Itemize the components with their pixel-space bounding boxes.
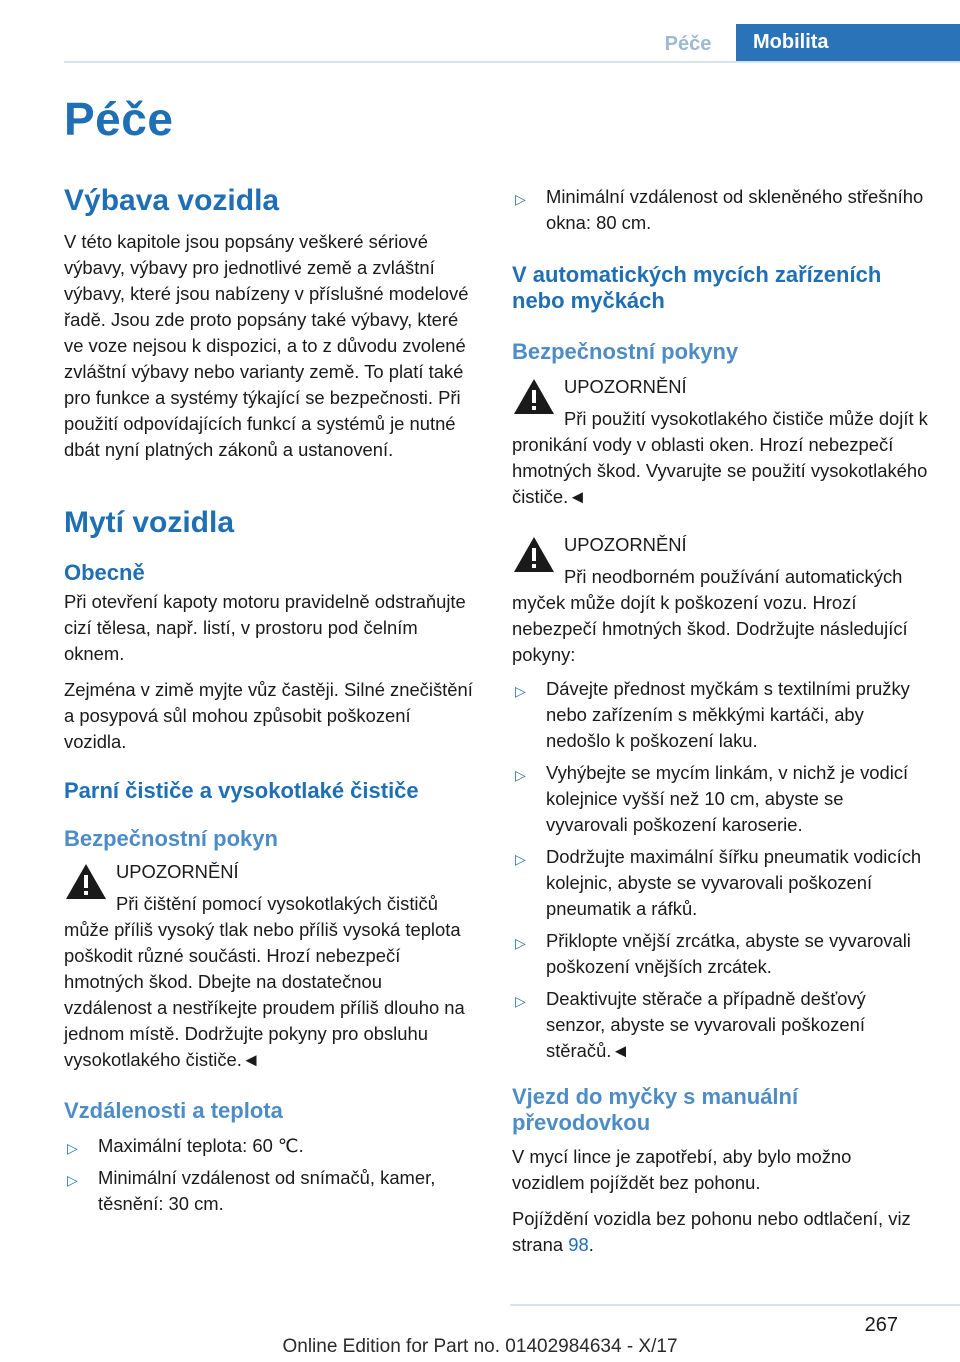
page-reference-link[interactable]: 98 [568, 1234, 589, 1255]
triangle-bullet-icon: ▷ [515, 767, 526, 783]
paragraph-equipment: V této kapitole jsou popsány veškeré sériové výbavy, výbavy pro jednotlivé země a zvláštní výbavy, které jsou nabízeny v příslušné modelové řadě. Jsou zde proto popsány také výbavy, které ve voze nejsou k dispozici, a to z důvodu zvolené zvláštní výbavy nebo varianty země. To platí také pro funkce a systémy týkající se bezpečnosti. Při použití odpovídajících funkcí a systémů je nutné dbát nyní platných zákonů a ustanovení. [64, 231, 469, 460]
list-item-text: Deaktivujte stěrače a případně dešťový senzor, abyste se vyvarovali poškození stěračů.◄ [546, 988, 866, 1061]
warning-triangle-icon [64, 861, 108, 901]
list-item-text: Dávejte přednost myčkám s textilními pružky nebo zařízením s měkkými kartáči, aby nedošlo k poškození laku. [546, 678, 910, 751]
triangle-bullet-icon: ▷ [515, 191, 526, 207]
triangle-bullet-icon: ▷ [515, 851, 526, 867]
paragraph-manual-2-text: Pojíždění vozidla bez pohonu nebo odtlačení, viz strana [512, 1208, 911, 1255]
triangle-bullet-icon: ▷ [515, 683, 526, 699]
heading-washing: Mytí vozidla [64, 506, 235, 539]
heading-manual-transmission: Vjezd do myčky s manuální převodovkou [512, 1084, 799, 1135]
triangle-bullet-icon: ▷ [515, 993, 526, 1009]
list-item [512, 184, 928, 236]
list-item-text: Minimální vzdálenost od skleněného střešního okna: 80 cm. [546, 186, 924, 233]
warning-block-2 [512, 532, 928, 668]
paragraph-general-2: Zejména v zimě myjte vůz častěji. Silné znečištění a posypová sůl mohou způsobit poškození vozidla. [64, 679, 473, 752]
heading-safety-note: Bezpečnostní pokyn [64, 826, 278, 851]
tab-pece[interactable]: Péče [664, 33, 712, 55]
warning-text: Při čištění pomocí vysokotlakých čističů může příliš vysoký tlak nebo příliš vysoká teplota poškodit různé součásti. Hrozí nebezpečí hmotných škod. Dbejte na dostatečnou vzdálenost a nestříkejte proudem příliš dlouho na jednom místě. Dodržujte pokyny pro obsluhu vysokotlakého čističe.◄ [64, 893, 465, 1070]
list-item-text: Minimální vzdálenost od snímačů, kamer, těsnění: 30 cm. [98, 1167, 436, 1214]
warning-triangle-icon [512, 376, 556, 416]
warning-text: Při použití vysokotlakého čističe může dojít k pronikání vody v oblasti oken. Hrozí nebezpečí hmotných škod. Vyvarujte se použití vysokotlakého čističe.◄ [512, 408, 928, 507]
page-number: 267 [864, 1314, 898, 1336]
list-item [512, 760, 928, 838]
triangle-bullet-icon: ▷ [67, 1140, 78, 1156]
paragraph-manual-2 [512, 1206, 928, 1258]
heading-distance-temperature: Vzdálenosti a teplota [64, 1098, 283, 1123]
list-item [64, 1133, 474, 1159]
triangle-bullet-icon: ▷ [67, 1172, 78, 1188]
carwash-rules-list [512, 676, 928, 1064]
paragraph-manual-1: V mycí lince je zapotřebí, aby bylo možno vozidlem pojíždět bez pohonu. [512, 1146, 852, 1193]
tab-mobilita[interactable]: Mobilita [736, 24, 960, 61]
warning-title: UPOZORNĚNÍ [116, 861, 239, 882]
footer-rule [510, 1304, 960, 1306]
list-item-text: Přiklopte vnější zrcátka, abyste se vyvarovali poškození vnějších zrcátek. [546, 930, 911, 977]
warning-block [64, 859, 474, 1073]
warning-triangle-icon [512, 534, 556, 574]
distance-list-continued [512, 184, 928, 236]
right-column [512, 184, 928, 1258]
left-column [64, 183, 474, 1217]
footer-edition: Online Edition for Part no. 01402984634 - X/17 [282, 1336, 678, 1357]
paragraph-general-1: Při otevření kapoty motoru pravidelně odstraňujte cizí tělesa, např. listí, v prostoru pod čelním oknem. [64, 591, 466, 664]
list-item-text: Vyhýbejte se mycím linkám, v nichž je vodicí kolejnice vyšší než 10 cm, abyste se vyvarovali poškození karoserie. [546, 762, 909, 835]
header-rule [64, 61, 960, 63]
list-item [512, 676, 928, 754]
list-item-text: Dodržujte maximální šířku pneumatik vodicích kolejnic, abyste se vyvarovali poškození pneumatik a ráfků. [546, 846, 922, 919]
warning-text: Při neodborném používání automatických myček může dojít k poškození vozu. Hrozí nebezpečí hmotných škod. Dodržujte následující pokyny: [512, 566, 908, 665]
distance-list [64, 1133, 474, 1217]
paragraph-manual-2-end: . [588, 1234, 594, 1255]
warning-title: UPOZORNĚNÍ [564, 534, 687, 555]
list-item [512, 844, 928, 922]
heading-equipment: Výbava vozidla [64, 184, 280, 217]
heading-safety-notes: Bezpečnostní pokyny [512, 339, 739, 364]
warning-block-1 [512, 374, 928, 510]
heading-steam-cleaners: Parní čističe a vysokotlaké čističe [64, 778, 419, 803]
list-item [512, 986, 928, 1064]
list-item [512, 928, 928, 980]
warning-title: UPOZORNĚNÍ [564, 376, 687, 397]
chapter-title: Péče [64, 93, 174, 145]
heading-carwash: V automatických mycích zařízeních nebo myčkách [512, 262, 882, 313]
list-item-text: Maximální teplota: 60 ℃. [98, 1135, 304, 1156]
triangle-bullet-icon: ▷ [515, 935, 526, 951]
list-item [64, 1165, 474, 1217]
heading-general: Obecně [64, 560, 145, 585]
